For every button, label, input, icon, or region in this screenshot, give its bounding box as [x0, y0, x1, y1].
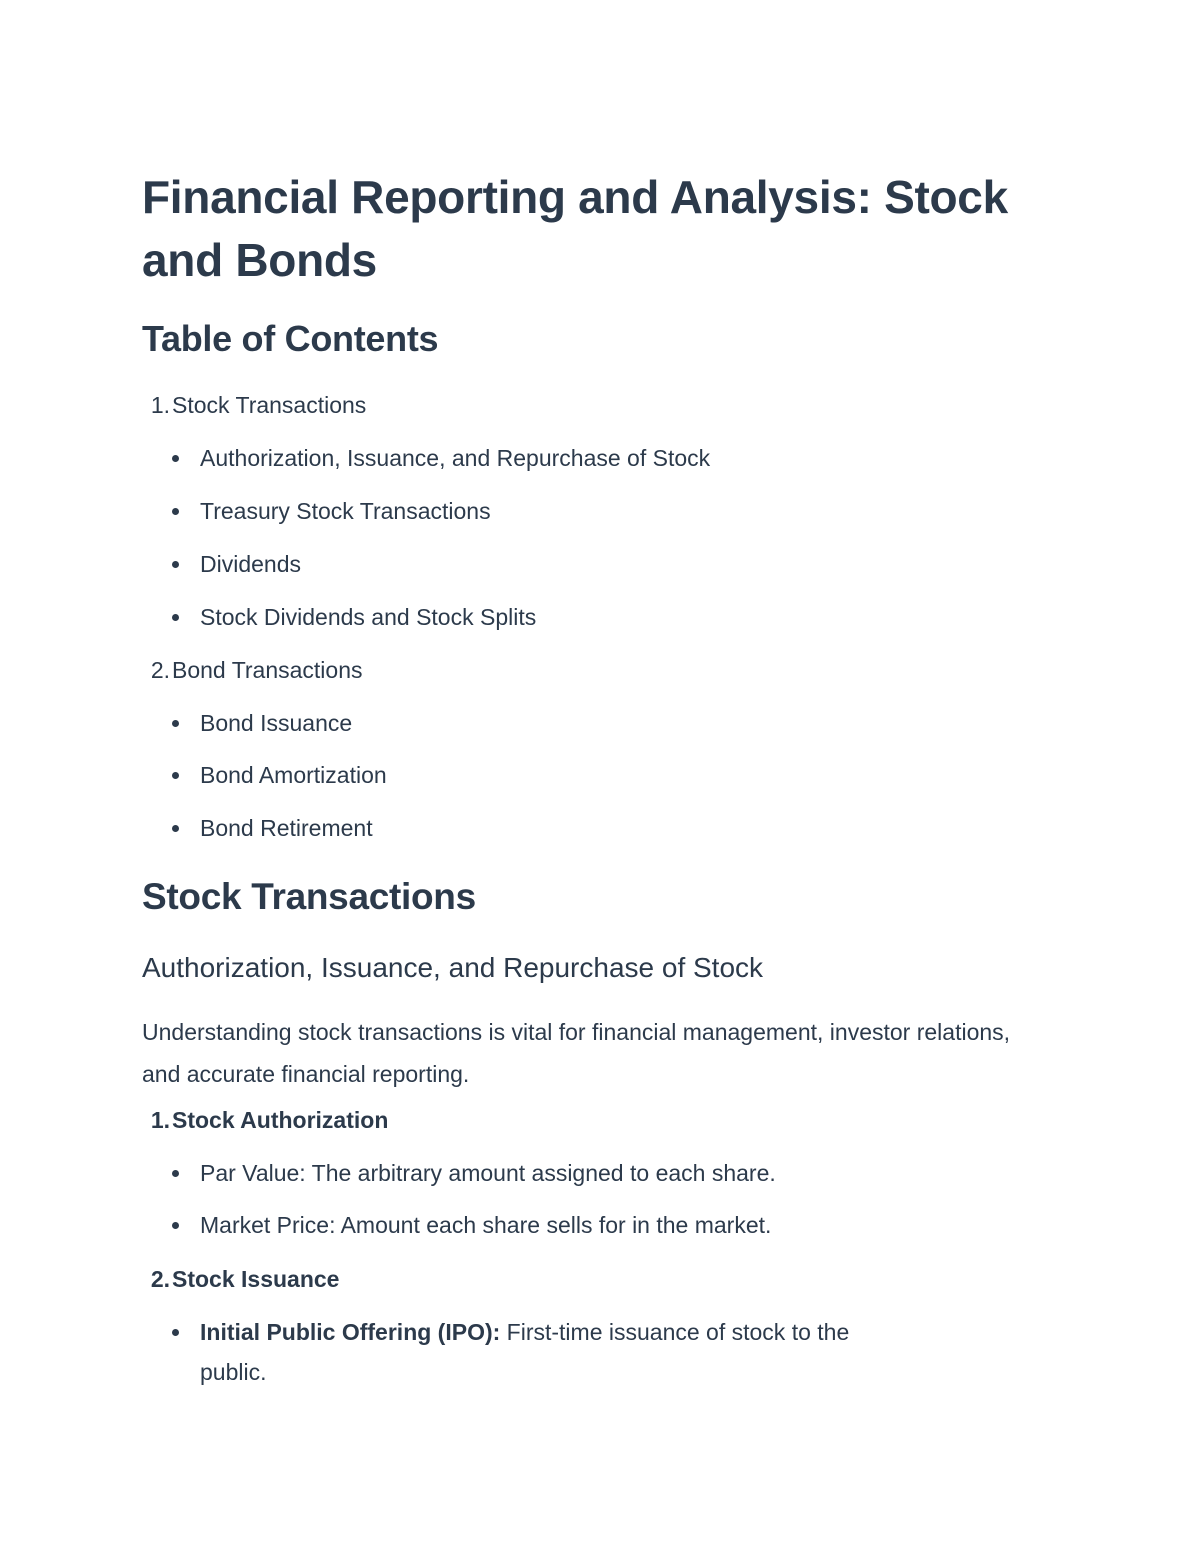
bullet-icon — [172, 455, 179, 462]
toc-item-1[interactable] — [142, 390, 366, 420]
toc-subitem[interactable]: Bond Issuance — [200, 710, 353, 736]
point-text: First-time issuance of stock to the — [500, 1319, 850, 1345]
bullet-icon — [172, 720, 179, 727]
section-heading: Stock Transactions — [142, 876, 476, 917]
section-point — [200, 1317, 849, 1347]
section-item-2-number: 2. — [150, 1266, 170, 1292]
bullet-icon — [172, 508, 179, 515]
toc-item-1-number: 1. — [150, 392, 170, 418]
section-item-2 — [142, 1264, 339, 1294]
toc-subitem[interactable]: Treasury Stock Transactions — [200, 498, 491, 524]
toc-subitem[interactable]: Bond Retirement — [200, 815, 373, 841]
toc-subitem[interactable]: Stock Dividends and Stock Splits — [200, 604, 537, 630]
section-item-1 — [142, 1105, 388, 1135]
toc-subitem[interactable]: Bond Amortization — [200, 762, 387, 788]
toc-item-1-label: Stock Transactions — [172, 392, 367, 418]
section-subheading: Authorization, Issuance, and Repurchase of Stock — [142, 952, 764, 983]
bullet-icon — [172, 561, 179, 568]
section-point-continuation: public. — [200, 1359, 267, 1385]
toc-subitem[interactable]: Dividends — [200, 551, 301, 577]
bullet-icon — [172, 1329, 179, 1336]
bullet-icon — [172, 614, 179, 621]
section-intro: Understanding stock transactions is vital for financial management, investor relations, and accurate financial reporting. — [142, 1019, 1011, 1087]
document-title: Financial Reporting and Analysis: Stock and Bonds — [142, 171, 1008, 286]
section-item-2-label: Stock Issuance — [172, 1266, 340, 1292]
toc-item-2[interactable] — [142, 655, 363, 685]
toc-item-2-number: 2. — [150, 657, 170, 683]
bullet-icon — [172, 772, 179, 779]
toc-item-2-label: Bond Transactions — [172, 657, 363, 683]
bullet-icon — [172, 1222, 179, 1229]
bullet-icon — [172, 825, 179, 832]
toc-heading: Table of Contents — [142, 318, 439, 359]
section-point: Market Price: Amount each share sells for in the market. — [200, 1212, 772, 1238]
section-item-1-label: Stock Authorization — [172, 1107, 389, 1133]
toc-subitem[interactable]: Authorization, Issuance, and Repurchase of Stock — [200, 445, 711, 471]
section-point: Par Value: The arbitrary amount assigned to each share. — [200, 1160, 776, 1186]
section-item-1-number: 1. — [150, 1107, 170, 1133]
point-term: Initial Public Offering (IPO): — [200, 1319, 501, 1345]
bullet-icon — [172, 1170, 179, 1177]
